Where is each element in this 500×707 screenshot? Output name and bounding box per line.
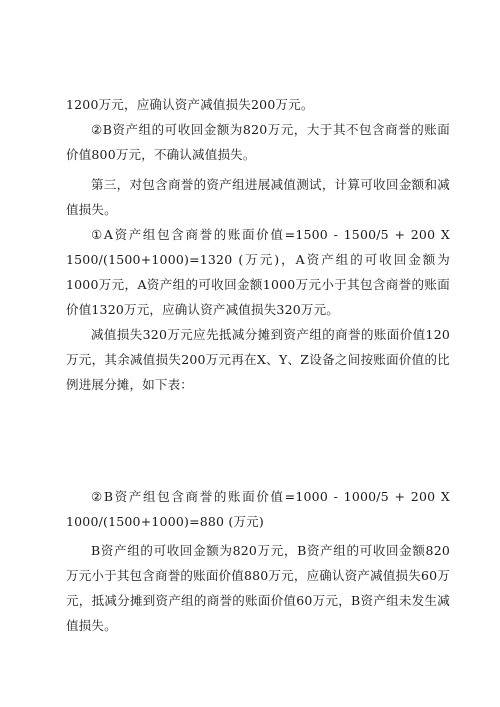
- paragraph-7: B资产组的可收回金额为820万元，B资产组的可收回金额820万元小于其包含商誉的账面价值880万元，应确认资产减值损失60万元，抵减分摊到资产组的商誉的账面价值60万元，B资产组未发生减值损失。: [66, 543, 450, 633]
- paragraph-3: 第三，对包含商誉的资产组进展减值测试，计算可收回金额和减值损失。: [66, 177, 450, 217]
- paragraph-4: ①A资产组包含商誉的账面价值=1500 - 1500/5 + 200 X 1500/(1500+1000)=1320 (万元)，A资产组的可收回金额为1000万元，A资产组的可收回金额1000万元小于其包含商誉的账面价值1320万元，应确认资产减值损失320万元。: [66, 227, 450, 317]
- paragraph-5: 减值损失320万元应先抵减分摊到资产组的商誉的账面价值120万元，其余减值损失200万元再在X、Y、Z设备之间按账面价值的比例进展分摊，如下表：: [66, 327, 450, 392]
- paragraph-6: ②B资产组包含商誉的账面价值=1000 - 1000/5 + 200 X 1000/(1500+1000)=880 (万元): [66, 489, 450, 529]
- paragraph-2: ②B资产组的可收回金额为820万元，大于其不包含商誉的账面价值800万元，不确认减值损失。: [66, 122, 450, 162]
- paragraph-1: 1200万元，应确认资产减值损失200万元。: [66, 97, 314, 112]
